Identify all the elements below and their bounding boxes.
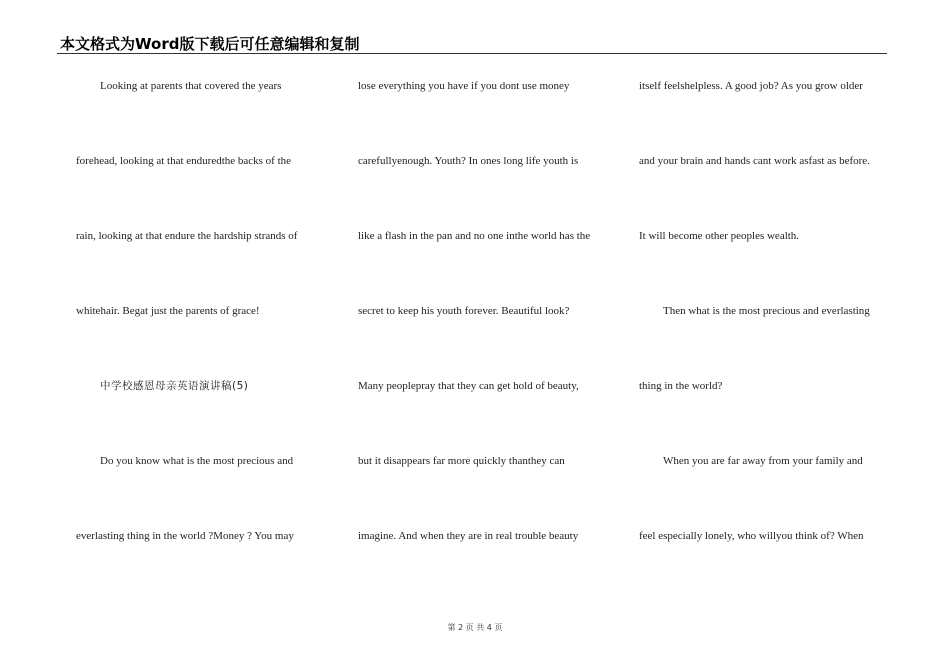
text-line: carefullyenough. Youth? In ones long life youth is [358, 155, 579, 167]
text-line: feel especially lonely, who willyou think of? When [639, 530, 864, 542]
page-header-title: 本文格式为Word版下载后可任意编辑和复制 [60, 35, 360, 53]
text-line: thing in the world? [639, 380, 723, 392]
text-line: Many peoplepray that they can get hold of beauty, [358, 380, 579, 392]
text-line: itself feelshelpless. A good job? As you grow older [639, 80, 863, 92]
text-line: secret to keep his youth forever. Beautiful look? [358, 305, 570, 317]
page-number-footer: 第 2 页 共 4 页 [447, 623, 503, 632]
text-line: everlasting thing in the world ?Money ? You may [76, 530, 294, 542]
text-column-3 [639, 77, 889, 602]
section-heading: 中学校感恩母亲英语演讲稿(5) [100, 380, 249, 392]
text-line: whitehair. Begat just the parents of grace! [76, 305, 260, 317]
text-line: Do you know what is the most precious and [100, 455, 294, 467]
header-divider [57, 53, 887, 54]
text-line: but it disappears far more quickly thanthey can [358, 455, 565, 467]
text-line: forehead, looking at that enduredthe backs of the [76, 155, 292, 167]
text-line: and your brain and hands cant work asfast as before. [639, 155, 870, 167]
text-line: Looking at parents that covered the years [100, 80, 282, 92]
text-column-1 [76, 77, 326, 602]
text-line: When you are far away from your family and [663, 455, 863, 467]
text-line: imagine. And when they are in real trouble beauty [358, 530, 579, 542]
text-line: It will become other peoples wealth. [639, 230, 800, 242]
text-line: Then what is the most precious and everlasting [663, 305, 870, 317]
text-line: rain, looking at that endure the hardship strands of [76, 230, 298, 242]
text-line: lose everything you have if you dont use money [358, 80, 570, 92]
text-column-2 [358, 77, 608, 602]
text-line: like a flash in the pan and no one inthe world has the [358, 230, 591, 242]
